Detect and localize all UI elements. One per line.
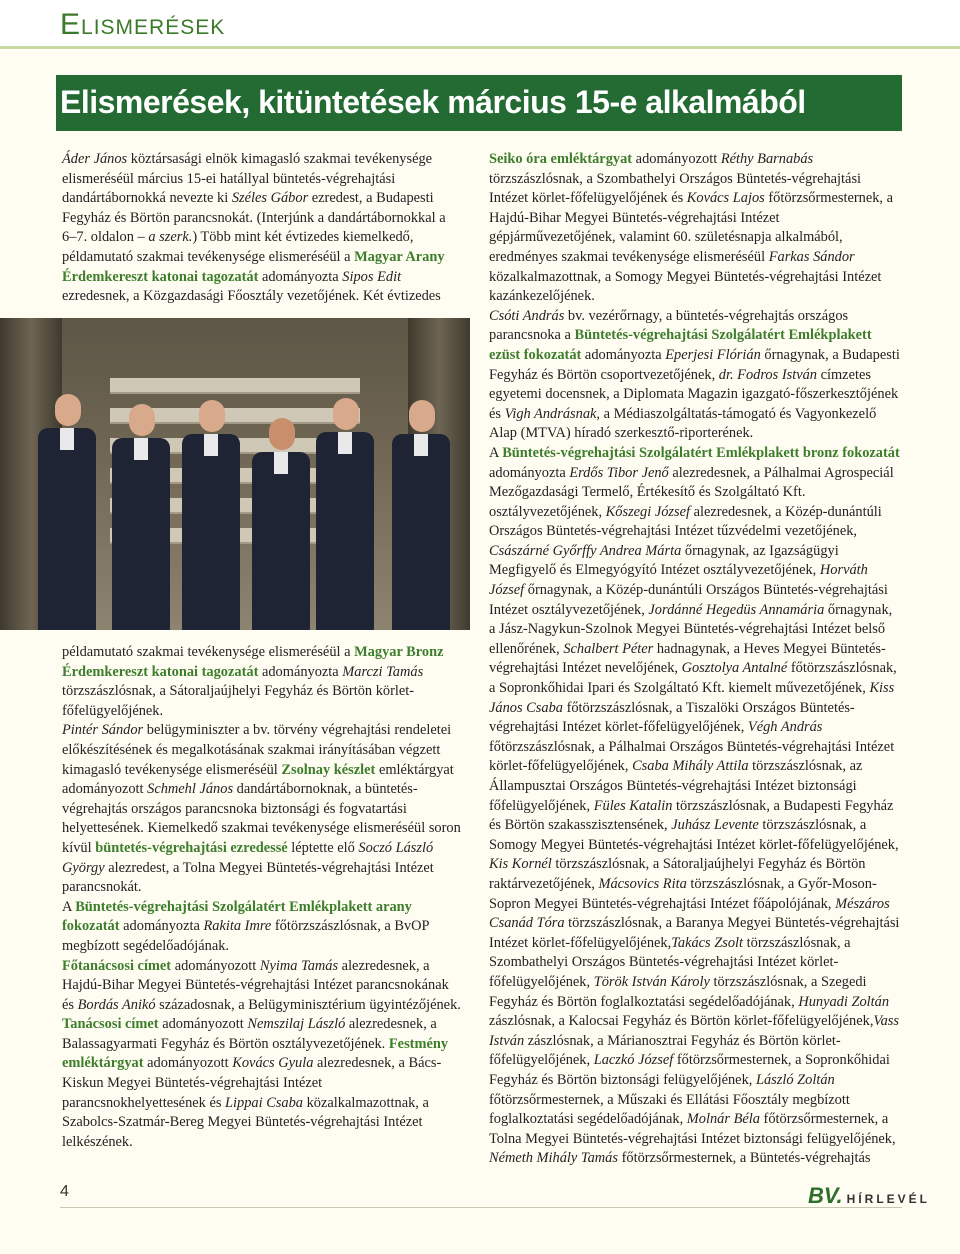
person-name: Vigh Andrásnak bbox=[504, 405, 597, 422]
text-run: főtörzsőrmesternek, a Tolna Megyei Büntetés-végrehajtási Intézet biztonsági felügyelőjének, bbox=[489, 1111, 896, 1147]
text-run: példamutató szakmai tevékenysége elismeréséül a bbox=[62, 644, 355, 660]
header-bar bbox=[0, 0, 960, 50]
text-run: adományozott bbox=[171, 957, 260, 974]
person-name: Lippai Csaba bbox=[225, 1094, 303, 1111]
text-run: őrnagynak, a Budapesti Fegyház és Börtön csoportvezetőjének, bbox=[489, 346, 900, 383]
award-name: Tanácsosi címet bbox=[62, 1016, 159, 1033]
person-name: Vass István bbox=[489, 1013, 900, 1049]
person-name: Gosztolya Antalné bbox=[681, 660, 788, 677]
photo-person bbox=[112, 404, 170, 630]
text-run: törzszászlósnak, a Szombathelyi Országos Büntetés-végrehajtási Intézet körlet-főfelügyelőjének, bbox=[489, 934, 851, 990]
person-name: Széles Gábor bbox=[231, 190, 309, 207]
person-name: Bordás Anikó bbox=[77, 996, 156, 1013]
logo-main: BV. bbox=[808, 1183, 843, 1208]
text-run: századosnak, a Belügyminisztérium ügyintézőjének. bbox=[155, 996, 461, 1013]
paragraph bbox=[62, 150, 452, 307]
person-name: Juhász Levente bbox=[671, 817, 759, 834]
text-run: ezredest, a Budapesti Fegyház és Börtön parancsnokát. (Interjúnk a dandártábornokkal a 6–7. oldalon – bbox=[62, 190, 446, 246]
person-name: Farkas Sándor bbox=[768, 248, 855, 265]
person-name: Végh András bbox=[747, 719, 823, 736]
text-run: főtörzszászlósnak, a Pálhalmai Országos Büntetés-végrehajtási Intézet körlet-főfelügyelőjének, bbox=[489, 738, 895, 775]
text-run: törzszászlósnak, a Szombathelyi Országos Büntetés-végrehajtási Intézet körlet-főfelügyelőjének és bbox=[489, 170, 862, 207]
person-name: Hunyadi Zoltán bbox=[798, 993, 890, 1010]
award-name: Zsolnay készlet bbox=[281, 761, 376, 778]
photo-person bbox=[182, 400, 240, 630]
text-run: A bbox=[62, 898, 76, 915]
footer-divider bbox=[60, 1207, 902, 1208]
text-run: , a Médiaszolgáltatás-támogató és Vagyonkezelő Alap (MTVA) híradó szerkesztő-riporterének. bbox=[489, 405, 877, 442]
text-run: alezredest, a Tolna Megyei Büntetés-végrehajtási Intézet parancsnokát. bbox=[62, 859, 434, 896]
person-name: Nyima Tamás bbox=[259, 957, 339, 974]
left-column-bottom bbox=[62, 643, 462, 1152]
photo-stair bbox=[110, 378, 360, 394]
text-run: főtörzszászlósnak, a BvOP megbízott segédelőadójának. bbox=[62, 918, 430, 954]
award-name: Főtanácsosi címet bbox=[62, 957, 172, 974]
logo-sub: HÍRLEVÉL bbox=[846, 1192, 930, 1206]
award-name: büntetés-végrehajtási ezredessé bbox=[95, 839, 288, 856]
text-run: alezredesnek, a Hajdú-Bihar Megyei Büntetés-végrehajtási Intézet parancsnokának és bbox=[62, 957, 449, 1013]
text-run: adományozott bbox=[632, 151, 721, 167]
person-name: Török István Károly bbox=[593, 973, 710, 990]
text-run: ezredesnek, a Közgazdasági Főosztály vezetőjének. Két évtizedes bbox=[62, 288, 441, 305]
text-run: alezredesnek, a Pálhalmai Agrospeciál Mezőgazdasági Termelő, Értékesítő és Szolgáltató Kft. osztályvezetőjének, bbox=[489, 464, 894, 520]
text-run: hadnagynak, a Heves Megyei Büntetés-végrehajtási Intézet nevelőjének, bbox=[489, 640, 886, 677]
person-name: Marczi Tamás bbox=[342, 663, 424, 680]
text-run: belügyminiszter a bv. törvény végrehajtási rendeletei előkészítésének és megalkotásának szakmai irányításában végzett kimagasló tevékenysége elismeréséül bbox=[62, 722, 452, 778]
bv-hirlevel-logo bbox=[808, 1183, 930, 1209]
text-run: adományozta bbox=[489, 464, 570, 481]
text-run: adományozta bbox=[258, 663, 343, 680]
person-name: Takács Zsolt bbox=[671, 934, 744, 951]
person-name: Jordánné Hegedüs Annamária bbox=[648, 601, 825, 618]
right-column bbox=[489, 150, 901, 1169]
award-name: Büntetés-végrehajtási Szolgálatért Emlékplakett ezüst fokozatát bbox=[489, 327, 872, 363]
person-name: Nemszilaj László bbox=[247, 1016, 346, 1033]
person-name: László Zoltán bbox=[755, 1071, 835, 1088]
text-run: alezredesnek, a Közép-dunántúli Országos Büntetés-végrehajtási Intézet tűzvédelmi vezetőjének, bbox=[489, 503, 882, 540]
text-run: közalkalmazottnak, a Szabolcs-Szatmár-Bereg Megyei Büntetés-végrehajtási Intézet lelkészének. bbox=[62, 1094, 429, 1150]
text-run: zászlósnak, a Kalocsai Fegyház és Börtön körlet-főfelügyelőjének, bbox=[489, 1013, 874, 1030]
text-run: adományozott bbox=[158, 1016, 248, 1033]
person-name: Molnár Béla bbox=[686, 1111, 760, 1128]
person-name: Rakita Imre bbox=[203, 918, 272, 935]
person-name: Kovács Gyula bbox=[232, 1055, 314, 1072]
person-name: Eperjesi Flórián bbox=[665, 346, 761, 363]
person-name: a szerk. bbox=[148, 229, 193, 246]
header-divider bbox=[0, 46, 960, 49]
person-name: Sipos Edit bbox=[342, 268, 402, 285]
text-run: főtörzszászlósnak, a Sopronkőhidai Ipari és Szolgáltató Kft. kiemelt művezetőjének, bbox=[489, 660, 897, 697]
award-name: Seiko óra emléktárgyat bbox=[489, 151, 633, 167]
section-label: Elismerések bbox=[60, 8, 226, 41]
text-run: törzszászlósnak, a Baranya Megyei Büntetés-végrehajtási Intézet körlet-főfelügyelőjének, bbox=[489, 915, 900, 951]
text-run: törzszászlósnak, a Sátoraljaújhelyi Fegyház és Börtön raktárvezetőjének, bbox=[489, 856, 866, 892]
text-run: törzszászlósnak, a Sátoraljaújhelyi Fegyház és Börtön körlet-főfelügyelőjének. bbox=[62, 683, 415, 719]
text-run: adományozott bbox=[143, 1055, 233, 1072]
text-run: adományozta bbox=[581, 346, 666, 363]
person-name: Kiss János Csaba bbox=[489, 680, 895, 716]
text-run: zászlósnak, a Márianosztrai Fegyház és Börtön körlet-főfelügyelőjének, bbox=[489, 1032, 841, 1069]
text-run: őrnagynak, a Jász-Nagykun-Szolnok Megyei Büntetés-végrehajtási Intézet belső ellenőrének, bbox=[489, 601, 893, 657]
group-photo bbox=[0, 318, 470, 630]
award-name: Festmény emléktárgyat bbox=[62, 1035, 449, 1072]
person-name: Császárné Győrffy Andrea Márta bbox=[489, 542, 682, 559]
person-name: Kőszegi József bbox=[605, 503, 691, 520]
text-run: ) Több mint két évtizedes kiemelkedő, példamutató szakmai tevékenysége elismeréséül a bbox=[62, 229, 414, 265]
text-run: főtörzsőrmesternek, a Sopronkőhidai Fegyház és Börtön biztonsági felügyelőjének, bbox=[489, 1052, 890, 1088]
award-name: Magyar Bronz Érdemkereszt katonai tagozatát bbox=[62, 644, 444, 680]
text-run: emléktárgyat adományozott bbox=[62, 761, 454, 798]
photo-person bbox=[392, 400, 450, 630]
person-name: Kis Kornél bbox=[489, 856, 552, 873]
text-run: őrnagynak, a Közép-dunántúli Országos Büntetés-végrehajtási Intézet osztályvezetőjének, bbox=[489, 582, 888, 618]
person-name: Mácsovics Rita bbox=[598, 875, 687, 892]
text-run: törzszászlósnak, a Győr-Moson-Sopron Megyei Büntetés-végrehajtási Intézet főápolójának, bbox=[489, 875, 877, 912]
person-name: Mészáros Csanád Tóra bbox=[489, 895, 890, 932]
article-title: Elismerések, kitüntetések március 15-e alkalmából bbox=[60, 84, 806, 120]
text-run: adományozta bbox=[119, 918, 204, 935]
text-run: bv. vezérőrnagy, a büntetés-végrehajtás országos parancsnoka a bbox=[489, 307, 849, 344]
person-name: Soczó László György bbox=[62, 839, 434, 876]
award-name: Büntetés-végrehajtási Szolgálatért Emlékplakett arany fokozatát bbox=[62, 898, 412, 935]
photo-person bbox=[316, 398, 374, 630]
text-run: törzszászlósnak, a Szegedi Fegyház és Börtön foglalkoztatási segédelőadójának, bbox=[489, 973, 867, 1010]
person-name: dr. Fodros István bbox=[718, 366, 817, 383]
person-name: Németh Mihály Tamás bbox=[489, 1150, 618, 1167]
person-name: Laczkó József bbox=[593, 1052, 674, 1069]
text-run: A bbox=[489, 444, 503, 461]
text-run: adományozta bbox=[258, 268, 343, 285]
person-name: Áder János bbox=[62, 151, 128, 167]
person-name: Csaba Mihály Attila bbox=[632, 758, 749, 775]
text-run: őrnagynak, az Igazságügyi Megfigyelő és Elmegyógyító Intézet osztályvezetőjének, bbox=[489, 542, 839, 579]
text-run: közalkalmazottnak, a Somogy Megyei Büntetés-végrehajtási Intézet kazánkezelőjének. bbox=[489, 268, 882, 305]
text-run: főtörzsőrmesternek, a Műszaki és Ellátási Főosztály megbízott foglalkoztatási segédelőadójának, bbox=[489, 1091, 850, 1128]
person-name: Füles Katalin bbox=[593, 797, 673, 814]
person-name: Erdős Tibor Jenő bbox=[569, 464, 669, 481]
text-run: főtörzszászlósnak, a Tiszalöki Országos Büntetés-végrehajtási Intézet körlet-főfelügyelőjének, bbox=[489, 699, 855, 736]
photo-person bbox=[38, 394, 96, 630]
text-run: főtörzsőrmesternek, a Büntetés-végrehajtás bbox=[617, 1150, 871, 1167]
photo-person bbox=[252, 418, 310, 630]
paragraph bbox=[489, 150, 901, 1169]
person-name: Schmehl János bbox=[147, 781, 234, 798]
text-run: törzszászlósnak, az Állampusztai Országos Büntetés-végrehajtási Intézet biztonsági főfelügyelőjének, bbox=[489, 758, 863, 814]
text-run: léptette elő bbox=[287, 839, 359, 856]
person-name: Schalbert Péter bbox=[563, 640, 654, 657]
person-name: Pintér Sándor bbox=[62, 722, 144, 739]
person-name: Kovács Lajos bbox=[686, 190, 765, 207]
text-run: törzszászlósnak, a Somogy Megyei Büntetés-végrehajtási Intézet körlet-főfelügyelőjének, bbox=[489, 817, 899, 853]
person-name: Csóti András bbox=[489, 307, 565, 324]
text-run: törzszászlósnak, a Budapesti Fegyház és Börtön szakasszisztensének, bbox=[489, 797, 894, 834]
person-name: Horváth József bbox=[489, 562, 868, 599]
text-run: köztársasági elnök kimagasló szakmai tevékenysége elismeréséül március 15-ei hatállyal büntetés-végrehajtási dandártábornokká nevezte ki bbox=[62, 151, 433, 207]
text-run: alezredesnek, a Bács-Kiskun Megyei Büntetés-végrehajtási Intézet parancsnokhelyettesének és bbox=[62, 1055, 442, 1111]
text-run: címzetes egyetemi docensnek, a Diplomata Magazin igazgató-főszerkesztőjének és bbox=[489, 366, 899, 422]
left-column-top bbox=[62, 150, 452, 307]
award-name: Büntetés-végrehajtási Szolgálatért Emlékplakett bronz fokozatát bbox=[502, 444, 900, 461]
paragraph bbox=[62, 643, 462, 1152]
person-name: Réthy Barnabás bbox=[720, 151, 814, 167]
text-run: dandártábornoknak, a büntetés-végrehajtás országos parancsnoka biztonsági és fogvatartási helyettesének. Kiemelkedő szakmai tevékenysége elismeréséül soron kívül bbox=[62, 781, 461, 856]
award-name: Magyar Arany Érdemkereszt katonai tagozatát bbox=[62, 248, 445, 285]
text-run: főtörzsőrmesternek, a Hajdú-Bihar Megyei Büntetés-végrehajtási Intézet gépjárművezetőjének, valamint 60. születésnapja alkalmából, eredményes szakmai tevékenysége elismeréséül bbox=[489, 190, 894, 265]
text-run: alezredesnek, a Balassagyarmati Fegyház és Börtön osztályvezetőjének. bbox=[62, 1016, 437, 1052]
page-number: 4 bbox=[60, 1183, 69, 1200]
